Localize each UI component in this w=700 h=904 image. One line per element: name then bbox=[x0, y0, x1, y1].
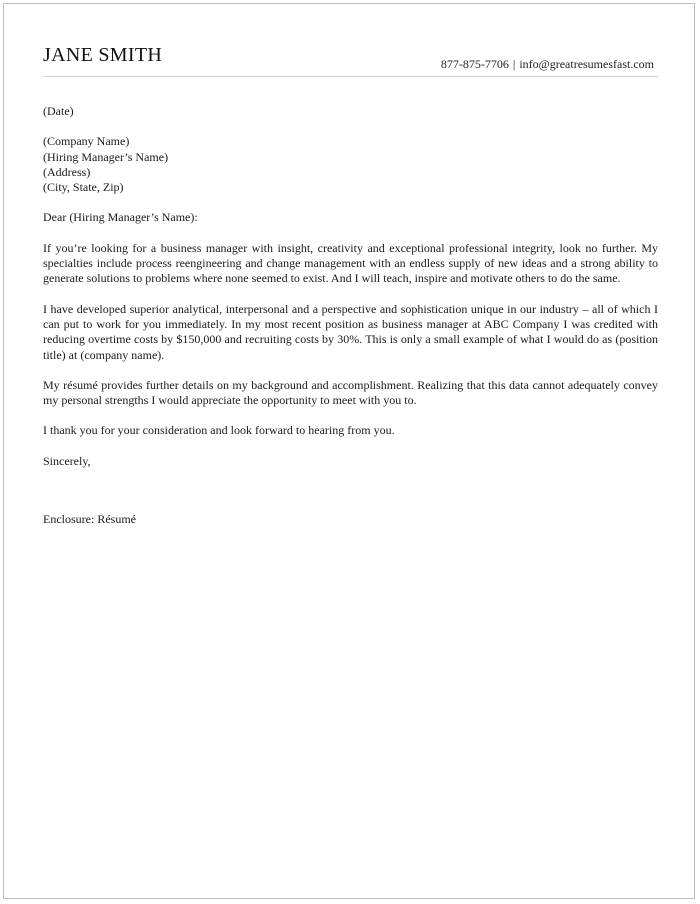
contact-separator: | bbox=[512, 57, 516, 71]
closing: Sincerely, bbox=[43, 453, 91, 468]
salutation: Dear (Hiring Manager’s Name): bbox=[43, 210, 198, 225]
email-address[interactable]: info@greatresumesfast.com bbox=[519, 57, 654, 71]
date-line: (Date) bbox=[43, 104, 74, 118]
letter-body bbox=[43, 104, 658, 527]
body-paragraph-3: My résumé provides further details on my background and accomplishment. Realizing that this data cannot adequately convey my personal strengths I would appreciate the opportunity to meet with you to. bbox=[43, 377, 658, 408]
header-divider bbox=[43, 76, 658, 77]
body-paragraph-2: I have developed superior analytical, interpersonal and a perspective and sophistication unique in our industry – all of which I can put to work for you immediately. In my most recent position as business manager at ABC Company I was credited with reducing overtime costs by $150,000 and recruiting costs by 30%. This is only a small example of what I would do as (position title) at (company name). bbox=[43, 301, 658, 362]
applicant-name: JANE SMITH bbox=[43, 44, 163, 66]
enclosure-line: Enclosure: Résumé bbox=[43, 512, 136, 527]
recipient-block bbox=[43, 134, 658, 195]
body-paragraph-1: If you’re looking for a business manager with insight, creativity and exceptional professional integrity, look no further. My specialties include process reengineering and change management with an endless supply of new ideas and a strong ability to generate solutions to problems where none seemed to exist. And I will teach, inspire and motivate others to do the same. bbox=[43, 240, 658, 286]
body-paragraph-4: I thank you for your consideration and look forward to hearing from you. bbox=[43, 423, 395, 438]
recipient-city-state-zip: (City, State, Zip) bbox=[43, 180, 124, 195]
contact-line bbox=[441, 57, 654, 72]
recipient-address: (Address) bbox=[43, 164, 91, 179]
recipient-company: (Company Name) bbox=[43, 134, 130, 149]
phone-number: 877-875-7706 bbox=[440, 57, 509, 71]
recipient-manager: (Hiring Manager’s Name) bbox=[43, 149, 169, 164]
